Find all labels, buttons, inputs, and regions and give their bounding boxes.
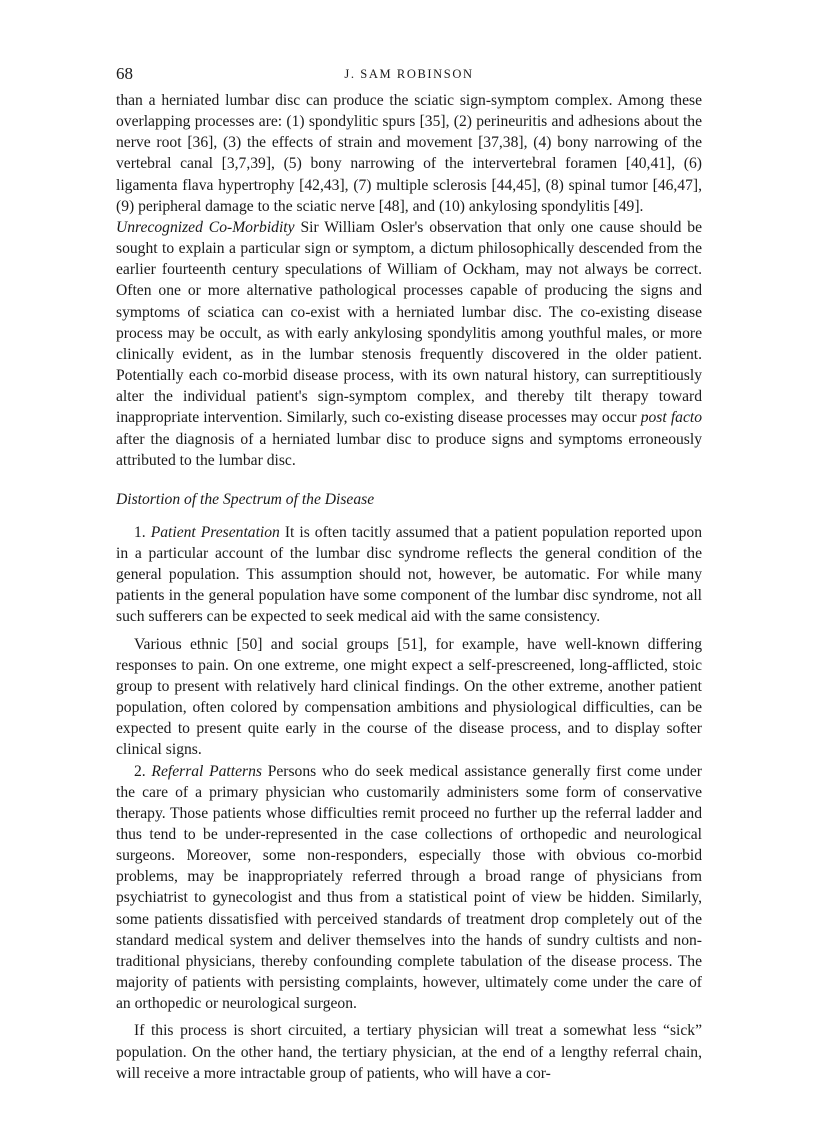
paragraph-referral-patterns: [116, 761, 702, 1015]
run-in-heading: Patient Presentation: [150, 523, 280, 541]
paragraph-unrecognized-comorbidity: [116, 217, 702, 471]
list-number: 2.: [134, 762, 152, 780]
article-body: [116, 90, 702, 1084]
page-number: 68: [116, 64, 133, 83]
paragraph-text: after the diagnosis of a herniated lumbar disc to produce signs and symptoms erroneously attributed to the lumbar disc.: [116, 430, 702, 469]
section-heading: Distortion of the Spectrum of the Disease: [116, 490, 375, 508]
paragraph-overlapping-processes: than a herniated lumbar disc can produce the sciatic sign-symptom complex. Among these overlapping processes are: (1) spondylitic spurs [35], (2) perineuritis and adhesions about the nerve root [36], (3) the effects of strain and movement [37,38], (4) bony narrowing of the vertebral canal [3,7,39], (5) bony narrowing of the intervertebral foramen [40,41], (6) ligamenta flava hypertrophy [42,43], (7) multiple sclerosis [44,45], (8) spinal tumor [46,47], (9) peripheral damage to the sciatic nerve [48], and (10) ankylosing spondylitis [49].: [116, 92, 702, 215]
page: [116, 60, 702, 1084]
paragraph-ethnic-social-groups: Various ethnic [50] and social groups [51], for example, have well-known differing responses to pain. On one extreme, one might expect a self-prescreened, long-afflicted, stoic group to present with relatively hard clinical findings. On the other extreme, another patient population, often colored by compensation ambitions and physiological difficulties, can be expected to present quite early in the course of the disease process, and to display softer clinical signs.: [116, 635, 702, 759]
emphasis-text: post facto: [640, 409, 702, 427]
paragraph-text: It is often tacitly assumed that a patient population reported upon in a particular account of the lumbar disc syndrome reflects the general condition of the general population. This assumption should not, however, be automatic. For while many patients in the general population have some component of the lumbar disc syndrome, not all such sufferers can be expected to seek medical aid with the same consistency.: [116, 523, 703, 626]
paragraph-text: Sir William Osler's observation that only one cause should be sought to explain a particular sign or symptom, a dictum philosophically descended from the earlier fourteenth century speculations of William of Ockham, may not always be correct. Often one or more alternative pathological processes capable of producing the signs and symptoms of sciatica can co-exist with a herniated lumbar disc. The co-existing disease process may be occult, as with early ankylosing spondylitis among youthful males, or more clinically evident, as in the lumbar stenosis frequently discovered in the older patient. Potentially each co-morbid disease process, with its own natural history, can surreptitiously alter the individual patient's sign-symptom complex, and thereby tilt therapy toward inappropriate intervention. Similarly, such co-existing disease processes may occur: [116, 218, 703, 427]
list-number: 1.: [134, 523, 151, 541]
paragraph-patient-presentation: [116, 522, 702, 628]
paragraph-text: Persons who do seek medical assistance generally first come under the care of a primary physician who customarily administers some form of conservative therapy. Those patients whose difficulties remit proceed no further up the referral ladder and thus tend to be under-represented in the case collections of orthopedic and neurological surgeons. Moreover, some non-responders, especially those with obvious co-morbid problems, may be inappropriately referred through a broad range of physicians from psychiatrist to gynecologist and thus from a statistical point of view be hidden. Similarly, some patients dissatisfied with perceived standards of treatment drop completely out of the standard medical system and deliver themselves into the hands of sundry cultists and non-traditional physicians, thereby confounding complete tabulation of the disease process. The majority of patients with persisting complaints, however, ultimately come under the care of an orthopedic or neurological surgeon.: [116, 762, 702, 1013]
paragraph-short-circuited: If this process is short circuited, a tertiary physician will treat a somewhat less “sick” population. On the other hand, the tertiary physician, at the end of a lengthy referral chain, will receive a more intractable group of patients, who will have a cor-: [116, 1022, 702, 1082]
page-header: [116, 60, 702, 90]
running-head: J. SAM ROBINSON: [344, 67, 474, 81]
run-in-heading: Unrecognized Co-Morbidity: [116, 218, 295, 236]
run-in-heading: Referral Patterns: [151, 762, 262, 780]
